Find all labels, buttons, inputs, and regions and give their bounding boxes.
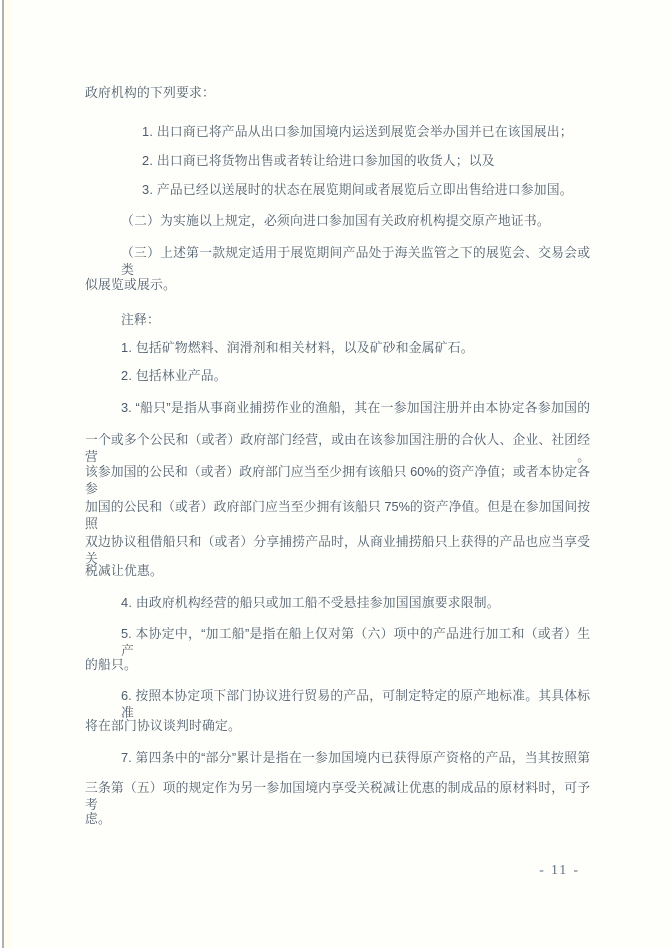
intro-line: 政府机构的下列要求： bbox=[85, 85, 215, 100]
clause-3-line-1: （三）上述第一款规定适用于展览期间产品处于海关监管之下的展览会、交易会或类 bbox=[121, 245, 590, 277]
note-7-line-3: 虑。 bbox=[85, 811, 111, 826]
note-7-line-1: 7. 第四条中的“部分”累计是指在一参加国境内已获得原产资格的产品，当其按照第 bbox=[121, 750, 590, 765]
list-item-3: 3. 产品已经以送展时的状态在展览期间或者展览后立即出售给进口参加国。 bbox=[142, 182, 573, 197]
note-6-line-1: 6. 按照本协定项下部门协议进行贸易的产品，可制定特定的原产地标准。其具体标准 bbox=[121, 688, 590, 720]
list-item-1: 1. 出口商已将产品从出口参加国境内运送到展览会举办国并已在该国展出； bbox=[142, 124, 573, 139]
note-6-line-2: 将在部门协议谈判时确定。 bbox=[85, 718, 241, 733]
scan-left-edge-strip bbox=[4, 0, 18, 948]
list-item-2: 2. 出口商已将货物出售或者转让给进口参加国的收货人；以及 bbox=[142, 153, 495, 168]
page-number: - 11 - bbox=[539, 862, 580, 877]
clause-3-line-2: 似展览或展示。 bbox=[85, 277, 176, 292]
notes-heading: 注释： bbox=[121, 312, 160, 327]
note-3-line-3: 该参加国的公民和（或者）政府部门应当至少拥有该船只 60%的资产净值；或者本协定各参 bbox=[85, 464, 590, 496]
note-4: 4. 由政府机构经营的船只或加工船不受悬挂参加国国旗要求限制。 bbox=[121, 595, 500, 610]
note-5-line-2: 的船只。 bbox=[85, 657, 137, 672]
note-1: 1. 包括矿物燃料、润滑剂和相关材料，以及矿砂和金属矿石。 bbox=[121, 340, 474, 355]
note-5-line-1: 5. 本协定中，“加工船”是指在船上仅对第（六）项中的产品进行加工和（或者）生产 bbox=[121, 626, 590, 658]
note-2: 2. 包括林业产品。 bbox=[121, 368, 227, 383]
note-3-line-2: 一个或多个公民和（或者）政府部门经营，或由在该参加国注册的合伙人、企业、社团经营。 bbox=[85, 432, 590, 464]
note-3-line-1: 3. “船只”是指从事商业捕捞作业的渔船，其在一参加国注册并由本协定各参加国的 bbox=[121, 400, 590, 415]
note-7-line-2: 三条第（五）项的规定作为另一参加国境内享受关税减让优惠的制成品的原材料时，可予考 bbox=[85, 780, 590, 812]
note-3-line-4: 加国的公民和（或者）政府部门应当至少拥有该船只 75%的资产净值。但是在参加国间按照 bbox=[85, 499, 590, 531]
clause-2-line: （二）为实施以上规定，必须向进口参加国有关政府机构提交原产地证书。 bbox=[121, 213, 550, 228]
note-3-line-5: 双边协议租借船只和（或者）分享捕捞产品时，从商业捕捞船只上获得的产品也应当享受关 bbox=[85, 534, 590, 566]
note-3-line-6: 税减让优惠。 bbox=[85, 563, 163, 578]
